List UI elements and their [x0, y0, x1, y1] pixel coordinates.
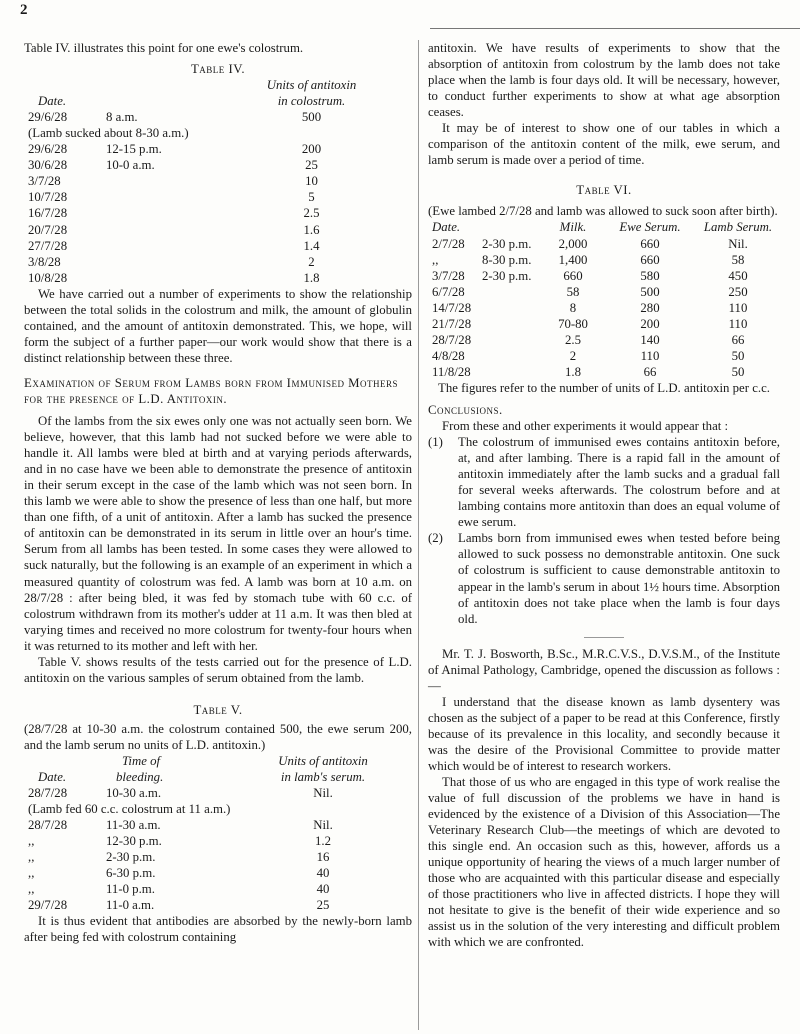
- table4-row: [24, 157, 399, 173]
- table4-date: 3/8/28: [28, 254, 61, 269]
- table4-date: 20/7/28: [28, 222, 68, 237]
- table5-date: 28/7/28: [28, 818, 68, 833]
- table5-head-lamb: in lamb's serum.: [280, 770, 366, 785]
- table4-title: Table IV.: [190, 62, 246, 77]
- conclusions-list: [428, 434, 780, 627]
- table4-row: [24, 173, 399, 189]
- table6-date: ,,: [432, 252, 439, 267]
- table6-head-date: Date.: [432, 220, 461, 235]
- table5-row: [24, 865, 399, 881]
- table6-time: 2-30 p.m.: [482, 236, 532, 251]
- table6-date-time: [428, 268, 542, 284]
- table6-date-time: [428, 348, 542, 364]
- table5-head-date: Date.: [38, 770, 67, 785]
- table4-date: 29/6/28: [28, 142, 68, 157]
- table5-intro: (28/7/28 at 10-30 a.m. the colostrum contained 500, the ewe serum 200, and the lamb serum no units of L.D. antitoxin.): [24, 721, 412, 752]
- para-absorption: antitoxin. We have results of experiments to show that the absorption of antitoxin from colostrum by the lamb does not take place when the lamb is four days old. It will be necessary, however, to conduct further experiments to show at what age absorption ceases.: [428, 41, 780, 120]
- table4-time: [106, 205, 224, 221]
- table5-row: [24, 785, 399, 801]
- table5-time: 11-30 a.m.: [106, 818, 161, 833]
- table5-title: Table V.: [193, 702, 243, 717]
- table5-value: 40: [316, 882, 330, 897]
- table6-lamb: 66: [731, 332, 745, 347]
- table5-row: [24, 897, 399, 913]
- table6-date-time: [428, 300, 542, 316]
- table6-lamb: 58: [731, 252, 745, 267]
- section-heading: Examination of Serum from Lambs born from Immunised Mothers for the presence of L.D. Antitoxin.: [24, 375, 399, 406]
- table4-date: 10/8/28: [28, 270, 68, 285]
- table4-value: 500: [301, 110, 322, 125]
- table5-value: 1.2: [315, 834, 331, 849]
- table5-time: 6-30 p.m.: [106, 866, 156, 881]
- table6-milk: 2,000: [558, 236, 588, 251]
- table4-value: 1.4: [303, 238, 320, 253]
- table5-date: ,,: [28, 834, 35, 849]
- table6-date: 4/8/28: [432, 348, 465, 363]
- table5-time: 2-30 p.m.: [106, 850, 156, 865]
- table6-ewe: 110: [640, 348, 660, 363]
- table6-head-lamb: Lamb Serum.: [703, 220, 773, 235]
- table5-date: ,,: [28, 850, 35, 865]
- table6-milk: 1.8: [565, 364, 581, 379]
- table6-date-time: [428, 252, 542, 268]
- table4-body: [24, 109, 399, 286]
- table5-date: ,,: [28, 882, 35, 897]
- table6-lamb: 50: [731, 364, 745, 379]
- table4-value: 25: [305, 158, 318, 173]
- table6-lamb: 110: [728, 300, 748, 315]
- table5-time: 10-30 a.m.: [106, 786, 162, 801]
- table4-time: 10-0 a.m.: [106, 158, 155, 173]
- table4-row: [24, 270, 399, 286]
- conclusion-text: The colostrum of immunised ewes contains antitoxin before, at, and after lambing. There is a rapid fall in the amount of antitoxin immediately after the lamb sucks and a gradual fall for several weeks afterwards. The colostrum before and at lambing contains more antitoxin than does an equal volume of ewe serum.: [458, 435, 780, 530]
- table6-ewe: 660: [640, 236, 660, 251]
- table6-row: [428, 364, 780, 380]
- table5-head-units: Units of antitoxin: [278, 753, 368, 768]
- table6-lamb: 110: [728, 316, 748, 331]
- left-column: [24, 40, 412, 946]
- table5-row: [24, 881, 399, 897]
- table4-head-date: Date.: [38, 94, 67, 109]
- table6-lamb: 250: [728, 284, 748, 299]
- table4-time: [106, 238, 224, 254]
- table4-value: 10: [305, 174, 318, 189]
- table6-date-time: [428, 332, 542, 348]
- table5-value: Nil.: [313, 818, 333, 833]
- table5-date: 29/7/28: [28, 898, 68, 913]
- table6-head-milk: Milk.: [559, 220, 587, 235]
- table6-row: [428, 284, 780, 300]
- table6-lamb: Nil.: [728, 236, 748, 251]
- para-lambs: Of the lambs from the six ewes only one was not actually seen born. We believe, however, that this lamb had not sucked before we were able to handle it. All lambs were bled at birth and at varying periods afterwards, and in no case have we been able to demonstrate the presence of antitoxin in their serum except in the case of the lamb which was not seen born. In this lamb we were able to show the presence of less than one half, but more than one fifth, of a unit of antitoxin. After a lamb has sucked the presence of antitoxin can be demonstrated in its serum in little over an hour's time. Serum from all lambs has been tested. In some cases they were allowed to suck naturally, but the following is an example of an experiment in which a measured quantity of colostrum was fed. A lamb was born at 10 a.m. on 28/7/28 : after being bled, it was fed by stomach tube with 60 c.c. of colostrum withdrawn from its mother's udder at 11 a.m. It was then bled at varying times and received no more colostrum for twenty-four hours when it was returned to its mother and left with her.: [24, 414, 412, 653]
- table5-head-bleeding: bleeding.: [116, 770, 164, 785]
- conclusion-label: (2): [428, 531, 443, 546]
- table4: [24, 77, 399, 286]
- table6-ewe: 200: [640, 316, 660, 331]
- table4-date: 30/6/28: [28, 158, 68, 173]
- conclusion-item: [428, 434, 780, 530]
- table6-lamb: 450: [728, 268, 748, 283]
- table6-milk: 70-80: [558, 316, 588, 331]
- table6-ewe: 580: [640, 268, 660, 283]
- table4-note: (Lamb sucked about 8-30 a.m.): [28, 126, 189, 141]
- table6-date: 11/8/28: [432, 364, 471, 379]
- para-bosworth: Mr. T. J. Bosworth, B.Sc., M.R.C.V.S., D.V.S.M., of the Institute of Animal Pathology, Cambridge, opened the discussion as follows :—: [428, 646, 780, 693]
- table4-time: 8 a.m.: [106, 110, 138, 125]
- table5-value: 16: [316, 850, 330, 865]
- table6-milk: 2: [569, 348, 577, 363]
- table6-milk: 2.5: [565, 332, 581, 347]
- para-interest: It may be of interest to show one of our tables in which a comparison of the antitoxin content of the milk, ewe serum, and lamb serum is made over a period of time.: [428, 121, 780, 168]
- table6-ewe: 66: [643, 364, 657, 379]
- table5-note: (Lamb fed 60 c.c. colostrum at 11 a.m.): [28, 802, 231, 817]
- table5-date: ,,: [28, 866, 35, 881]
- table6-row: [428, 268, 780, 284]
- table6-ewe: 280: [640, 300, 660, 315]
- table6-date: 28/7/28: [432, 332, 472, 347]
- conclusions-intro: From these and other experiments it would appear that :: [442, 419, 729, 434]
- para-relationship: We have carried out a number of experiments to show the relationship between the total solids in the colostrum and milk, the amount of globulin contained, and the amount of antitoxin demonstrated. This, we hope, will form the subject of a further paper—our work would show that there is a distinct relationship between these three.: [24, 286, 412, 365]
- table6-row: [428, 300, 780, 316]
- table4-time: 12-15 p.m.: [106, 142, 162, 157]
- table4-value: 5: [308, 190, 315, 205]
- table5-time: 12-30 p.m.: [106, 834, 162, 849]
- conclusion-item: [428, 530, 780, 626]
- table4-value: 1.6: [303, 222, 320, 237]
- conclusion-label: (1): [428, 435, 443, 450]
- table4-row: [24, 109, 399, 125]
- table4-date: 29/6/28: [28, 110, 68, 125]
- table6-date-time: [428, 284, 542, 300]
- table4-intro: Table IV. illustrates this point for one ewe's colostrum.: [24, 41, 304, 55]
- table4-value: 2.5: [303, 206, 320, 221]
- table4-date: 10/7/28: [28, 190, 68, 205]
- table6-row: [428, 348, 780, 364]
- section-separator: [584, 637, 624, 638]
- para-understand: I understand that the disease known as lamb dysentery was chosen as the subject of a paper to be read at this Conference, firstly because of its prevalence in this locality, and secondly because it was the desire of the Provisional Committee to provide matter which would be of interest to research workers.: [428, 694, 780, 773]
- table6-time: 2-30 p.m.: [482, 268, 532, 283]
- table6-row: [428, 252, 780, 268]
- table5-value: Nil.: [313, 786, 333, 801]
- table5-row: [24, 817, 399, 833]
- table6-lamb: 50: [731, 348, 745, 363]
- page-number: 2: [20, 2, 28, 18]
- column-divider: [418, 40, 419, 1030]
- table5-date: 28/7/28: [28, 786, 68, 801]
- table6-milk: 8: [569, 300, 577, 315]
- table4-head-in: in colostrum.: [277, 94, 346, 109]
- table6-footnote: The figures refer to the number of units of L.D. antitoxin per c.c.: [438, 380, 770, 395]
- table4-time: [106, 270, 224, 286]
- table4-value: 1.8: [303, 270, 320, 285]
- table6-row: [428, 236, 780, 252]
- table5-time: 11-0 p.m.: [106, 882, 155, 897]
- conclusion-text: Lambs born from immunised ewes when tested before being allowed to suck possess no demonstrable antitoxin. One suck of colostrum is sufficient to cause demonstrable antitoxin to appear in the lamb's serum in about 1½ hours time. Absorption of antitoxin does not take place when the lamb is four days old.: [458, 531, 780, 626]
- table6-date: 2/7/28: [432, 236, 465, 251]
- table5-time: 11-0 a.m.: [106, 898, 155, 913]
- table5: [24, 753, 399, 913]
- table4-row: [24, 205, 399, 221]
- table5-body: [24, 785, 399, 913]
- table4-date: 27/7/28: [28, 238, 68, 253]
- table6-date-time: [428, 236, 542, 252]
- table4-head-units: Units of antitoxin: [266, 78, 357, 93]
- table6-date: 21/7/28: [432, 316, 472, 331]
- para-evident: It is thus evident that antibodies are absorbed by the newly-born lamb after being fed with colostrum containing: [24, 914, 412, 945]
- table4-row: [24, 254, 399, 270]
- para-discussion: That those of us who are engaged in this type of work realise the value of full discussion of the problems we have in hand is evidenced by the existence of a Division of this Association—The Veterinary Research Club—the meetings of which are devoted to this single end. An occasion such as this, however, affords us a unique opportunity of hearing the views of a much larger number of those who are acquainted with this particular disease and especially of those practitioners who live in affected districts. I hope they will not hesitate to give is the benefit of their wide experience and so assist us in the solution of the very interesting and difficult problem with which we are confronted.: [428, 775, 780, 950]
- table4-date: 16/7/28: [28, 206, 68, 221]
- top-rule: [430, 28, 800, 29]
- table4-value: 2: [308, 254, 315, 269]
- table4-date: 3/7/28: [28, 174, 61, 189]
- table6: [428, 219, 780, 379]
- right-column: [428, 40, 780, 951]
- table6-date: 14/7/28: [432, 300, 472, 315]
- table5-value: 25: [316, 898, 330, 913]
- table4-value: 200: [301, 142, 322, 157]
- table4-row: [24, 189, 399, 205]
- table6-milk: 1,400: [558, 252, 588, 267]
- table6-milk: 660: [563, 268, 583, 283]
- para-table5-ref: Table V. shows results of the tests carried out for the presence of L.D. antitoxin on the various samples of serum obtained from the lamb.: [24, 654, 412, 685]
- table5-row: [24, 801, 399, 817]
- table6-intro: (Ewe lambed 2/7/28 and lamb was allowed to suck soon after birth).: [428, 204, 778, 219]
- table6-ewe: 500: [640, 284, 660, 299]
- table4-row: [24, 141, 399, 157]
- table5-value: 40: [316, 866, 330, 881]
- table6-time: 8-30 p.m.: [482, 252, 532, 267]
- table4-row: [24, 125, 399, 141]
- table6-date: 6/7/28: [432, 284, 465, 299]
- table5-row: [24, 849, 399, 865]
- table6-body: [428, 236, 780, 380]
- table4-time: [106, 189, 224, 205]
- table6-date: 3/7/28: [432, 268, 465, 283]
- table4-time: [106, 222, 224, 238]
- table5-row: [24, 833, 399, 849]
- table6-head-ewe: Ewe Serum.: [619, 220, 681, 235]
- table6-ewe: 140: [640, 332, 660, 347]
- table6-date-time: [428, 316, 542, 332]
- table4-row: [24, 238, 399, 254]
- table6-ewe: 660: [640, 252, 660, 267]
- table6-milk: 58: [566, 284, 580, 299]
- table6-date-time: [428, 364, 542, 380]
- table5-head-time: Time of: [122, 753, 161, 768]
- table4-time: [106, 173, 224, 189]
- table4-time: [106, 254, 224, 270]
- conclusions-heading: Conclusions.: [428, 402, 503, 417]
- table6-row: [428, 332, 780, 348]
- table4-row: [24, 222, 399, 238]
- table6-title: Table VI.: [576, 183, 632, 198]
- table6-row: [428, 316, 780, 332]
